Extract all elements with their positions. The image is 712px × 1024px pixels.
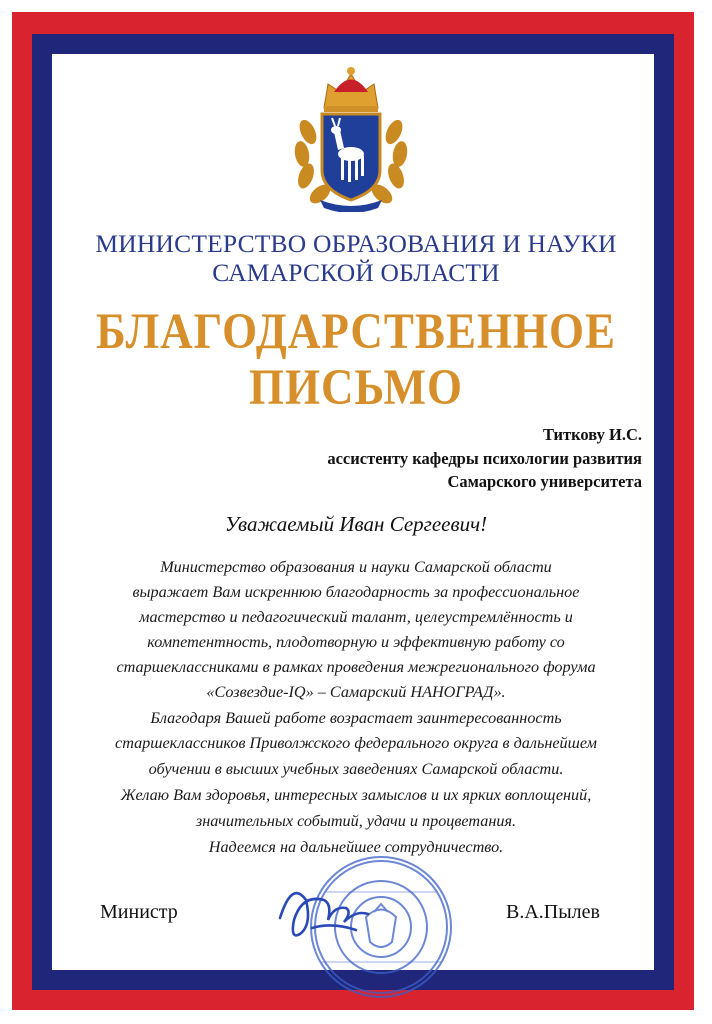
body-text-line: значительных событий, удачи и процветания.: [195, 812, 517, 830]
body-text-line: Благодаря Вашей работе возрастает заинтересованность: [150, 709, 562, 727]
recipient-position: ассистенту кафедры психологии развития: [327, 449, 642, 468]
body-text-line: Министерство образования и науки Самарской области: [160, 558, 552, 576]
body-text-line: старшеклассниками в рамках проведения межрегионального форума: [116, 658, 596, 676]
body-text-line: мастерство и педагогический талант, целеустремлённость и: [139, 608, 573, 626]
coat-of-arms-icon: [286, 62, 416, 212]
body-text-line: Желаю Вам здоровья, интересных замыслов и их ярких воплощений,: [120, 786, 592, 804]
ministry-name-line1: МИНИСТЕРСТВО ОБРАЗОВАНИЯ И НАУКИ: [95, 229, 617, 258]
signatory-name: В.А.Пылев: [506, 901, 600, 923]
body-text-line: компетентность, плодотворную и эффективную работу со: [147, 633, 565, 651]
ministry-name-line2: САМАРСКОЙ ОБЛАСТИ: [212, 258, 500, 287]
recipient-organization: Самарского университета: [447, 472, 642, 491]
signatory-role: Министр: [100, 901, 178, 923]
greeting: Уважаемый Иван Сергеевич!: [224, 512, 488, 536]
handwritten-signature-icon: [272, 870, 382, 950]
body-text-line: выражает Вам искреннюю благодарность за профессиональное: [132, 583, 580, 601]
body-text-line: «Созвездие-IQ» – Самарский НАНОГРАД».: [206, 683, 506, 701]
document-title-line2: ПИСЬМО: [249, 359, 463, 415]
body-text-line: старшеклассников Приволжского федерального округа в дальнейшем: [115, 734, 597, 752]
body-text-line: обучении в высших учебных заведениях Самарской области.: [148, 760, 564, 778]
recipient-name: Титкову И.С.: [542, 425, 642, 444]
document-title-line1: БЛАГОДАРСТВЕННОЕ: [96, 303, 616, 359]
body-text-line: Надеемся на дальнейшее сотрудничество.: [208, 838, 504, 856]
